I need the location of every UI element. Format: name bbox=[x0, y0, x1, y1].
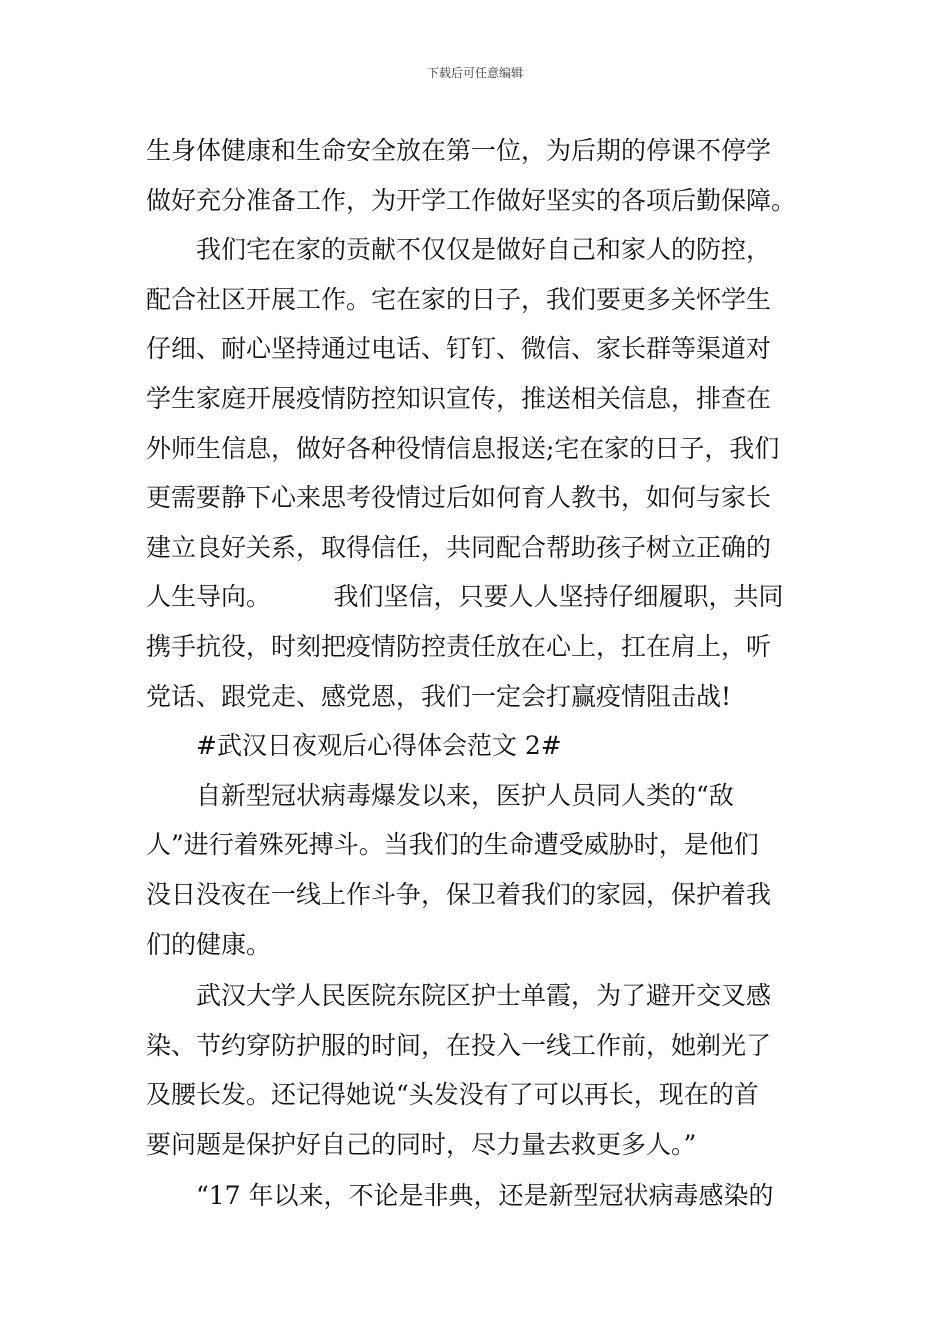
text-line: 更需要静下心来思考役情过后如何育人教书，如何与家长 bbox=[146, 483, 772, 513]
text-line: “17 年以来，不论是非典，还是新型冠状病毒感染的 bbox=[196, 1181, 774, 1211]
text-line: 外师生信息，做好各种役情信息报送;宅在家的日子，我们 bbox=[146, 433, 780, 463]
document-body bbox=[146, 126, 814, 1221]
text-line: 仔细、耐心坚持通过电话、钉钉、微信、家长群等渠道对 bbox=[146, 334, 772, 364]
text-line: 要问题是保护好自己的同时，尽力量去救更多人。” bbox=[146, 1129, 697, 1159]
text-line: 做好充分准备工作，为开学工作做好坚实的各项后勤保障。 bbox=[146, 185, 797, 215]
text-line: 没日没夜在一线上作斗争，保卫着我们的家园，保护着我 bbox=[146, 879, 772, 909]
page-header-note: 下载后可任意编辑 bbox=[426, 66, 523, 80]
text-line: 武汉大学人民医院东院区护士单霞，为了避开交叉感 bbox=[196, 981, 772, 1011]
text-line: 染、节约穿防护服的时间，在投入一线工作前，她剃光了 bbox=[146, 1030, 772, 1060]
text-line: 建立良好关系，取得信任，共同配合帮助孩子树立正确的 bbox=[146, 532, 772, 562]
text-line: 人生导向。 我们坚信，只要人人坚持仔细履职，共同 bbox=[146, 582, 784, 612]
text-line: 人”进行着殊死搏斗。当我们的生命遭受威胁时，是他们 bbox=[146, 830, 759, 860]
text-line: 党话、跟党走、感党恩，我们一定会打赢疫情阻击战! bbox=[146, 681, 732, 711]
text-line: 们的健康。 bbox=[146, 929, 272, 959]
text-line: 生身体健康和生命安全放在第一位，为后期的停课不停学 bbox=[146, 136, 772, 165]
text-line: 学生家庭开展疫情防控知识宣传，推送相关信息，排查在 bbox=[146, 383, 772, 413]
text-line: 携手抗役，时刻把疫情防控责任放在心上，扛在肩上，听 bbox=[146, 631, 772, 661]
text-line: 自新型冠状病毒爆发以来，医护人员同人类的“敌 bbox=[196, 780, 734, 810]
text-line: 及腰长发。还记得她说“头发没有了可以再长，现在的首 bbox=[146, 1080, 759, 1110]
text-line: 我们宅在家的贡献不仅仅是做好自己和家人的防控， bbox=[196, 235, 772, 265]
section-heading: #武汉日夜观后心得体会范文 2# bbox=[196, 731, 562, 761]
text-line: 配合社区开展工作。宅在家的日子，我们要更多关怀学生 bbox=[146, 284, 772, 314]
